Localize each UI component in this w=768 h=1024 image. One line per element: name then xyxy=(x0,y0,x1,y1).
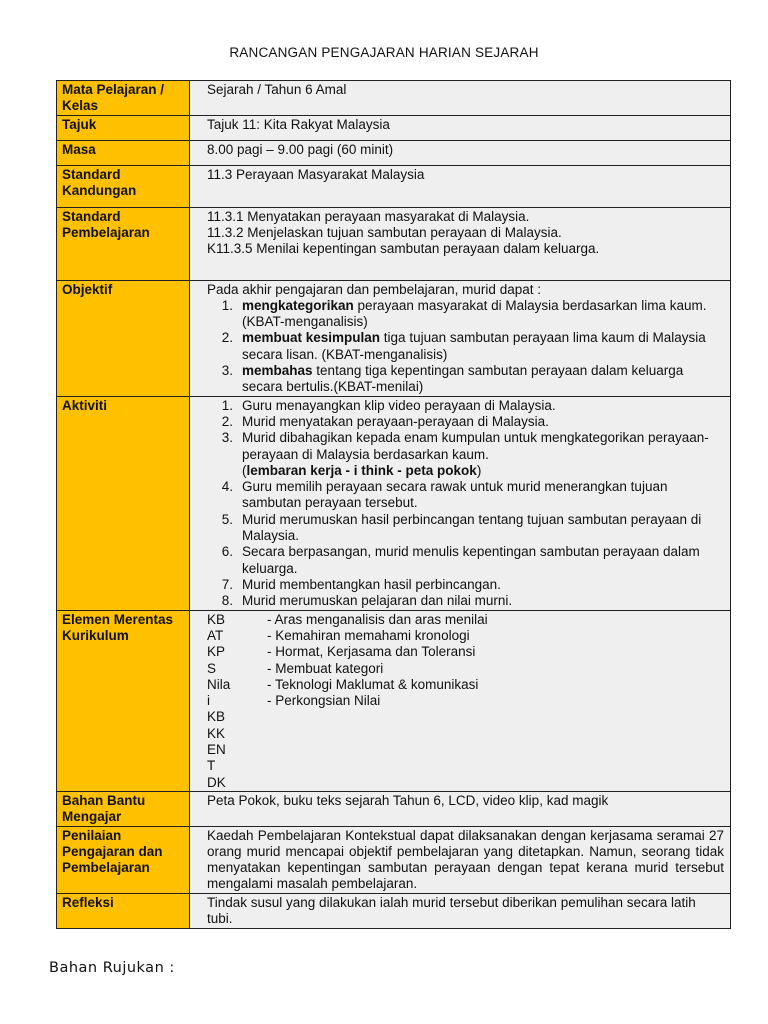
value-bahan-bantu-mengajar: Peta Pokok, buku teks sejarah Tahun 6, LCD, video klip, kad magik xyxy=(190,791,731,826)
aktiviti-item-number: 1. xyxy=(221,397,233,413)
aktiviti-item xyxy=(207,512,724,545)
aktiviti-item-number: 4. xyxy=(221,479,233,495)
objektif-item-keyword: mengkategorikan xyxy=(242,297,354,313)
objektif-list xyxy=(207,298,724,396)
label-masa: Masa xyxy=(57,140,190,165)
standard-pembelajaran-line: K11.3.5 Menilai kepentingan sambutan perayaan dalam keluarga. xyxy=(207,241,600,257)
objektif-item-rest: tiga tujuan sambutan perayaan lima kaum di Malaysia secara lisan. (KBAT-menganalisis) xyxy=(242,330,706,362)
label-aktiviti: Aktiviti xyxy=(57,396,190,610)
value-refleksi: Tindak susul yang dilakukan ialah murid tersebut diberikan pemulihan secara latih tubi. xyxy=(190,893,731,928)
lesson-plan-table xyxy=(56,80,731,929)
row-tajuk xyxy=(57,115,731,140)
aktiviti-item-text: Secara berpasangan, murid menulis kepentingan sambutan perayaan dalam keluarga. xyxy=(242,544,700,576)
worksheet-note xyxy=(242,463,481,478)
label-elemen-merentas-kurikulum: Elemen Merentas Kurikulum xyxy=(57,610,190,791)
label-tajuk: Tajuk xyxy=(57,115,190,140)
aktiviti-item-number: 8. xyxy=(221,593,233,609)
cross-curricular-code: KB xyxy=(207,709,226,725)
aktiviti-item xyxy=(207,593,724,609)
label-refleksi: Refleksi xyxy=(57,893,190,928)
cross-curricular-code: KK xyxy=(207,725,226,741)
document-title: RANCANGAN PENGAJARAN HARIAN SEJARAH xyxy=(229,45,539,60)
objektif-item xyxy=(207,330,724,363)
cross-curricular-description: - Kemahiran memahami kronologi xyxy=(267,627,470,643)
cross-curricular-code: Nila xyxy=(207,676,231,692)
worksheet-note-text: lembaran kerja - i think - peta pokok xyxy=(246,462,477,478)
row-mata-pelajaran xyxy=(57,81,731,116)
aktiviti-item-text: Murid menyatakan perayaan-perayaan di Malaysia. xyxy=(242,413,549,429)
aktiviti-item xyxy=(207,430,724,479)
cross-curricular-description: - Membuat kategori xyxy=(267,660,384,676)
aktiviti-item-text: Murid merumuskan hasil perbincangan tentang tujuan sambutan perayaan di Malaysia. xyxy=(242,511,702,544)
standard-pembelajaran-line: 11.3.2 Menjelaskan tujuan sambutan perayaan di Malaysia. xyxy=(207,224,562,240)
value-masa: 8.00 pagi – 9.00 pagi (60 minit) xyxy=(190,140,731,165)
objektif-item-number: 3. xyxy=(221,363,233,379)
aktiviti-item-number: 3. xyxy=(221,430,233,446)
objektif-item-keyword: membuat kesimpulan xyxy=(242,330,381,346)
cross-curricular-codes xyxy=(207,612,267,791)
cross-curricular-description: - Aras menganalisis dan aras menilai xyxy=(267,611,488,627)
standard-pembelajaran-line: 11.3.1 Menyatakan perayaan masyarakat di Malaysia. xyxy=(207,208,530,224)
row-bahan-bantu-mengajar xyxy=(57,791,731,826)
label-standard-kandungan: Standard Kandungan xyxy=(57,165,190,207)
worksheet-note-open: ( xyxy=(242,462,247,478)
cross-curricular-code: KP xyxy=(207,644,226,660)
aktiviti-list xyxy=(207,398,724,610)
aktiviti-item-number: 2. xyxy=(221,413,233,429)
aktiviti-item xyxy=(207,398,724,414)
cross-curricular-code: EN xyxy=(207,742,226,758)
objektif-intro: Pada akhir pengajaran dan pembelajaran, murid dapat : xyxy=(207,281,541,297)
row-objektif xyxy=(57,280,731,396)
row-penilaian xyxy=(57,826,731,893)
objektif-item-number: 1. xyxy=(221,297,233,313)
cross-curricular-description: - Teknologi Maklumat & komunikasi xyxy=(267,676,479,692)
objektif-item-keyword: membahas xyxy=(242,363,313,379)
worksheet-note-close: ) xyxy=(476,462,482,478)
aktiviti-item-number: 6. xyxy=(221,544,233,560)
value-objektif xyxy=(190,280,731,396)
cross-curricular-code: i xyxy=(207,693,210,709)
value-standard-kandungan: 11.3 Perayaan Masyarakat Malaysia xyxy=(190,165,731,207)
cross-curricular-code: AT xyxy=(207,627,224,643)
row-masa xyxy=(57,140,731,165)
aktiviti-item-text: Murid merumuskan pelajaran dan nilai murni. xyxy=(242,593,513,609)
aktiviti-item-text: Guru menayangkan klip video perayaan di Malaysia. xyxy=(242,397,556,413)
aktiviti-item-number: 5. xyxy=(221,511,233,527)
aktiviti-item-text: Guru memilih perayaan secara rawak untuk murid menerangkan tujuan sambutan perayaan tersebut. xyxy=(242,479,668,511)
cross-curricular-code: KB xyxy=(207,611,226,627)
aktiviti-item-number: 7. xyxy=(221,576,233,592)
label-mata-pelajaran: Mata Pelajaran / Kelas xyxy=(57,81,190,116)
bahan-rujukan-label: Bahan Rujukan : xyxy=(49,960,175,976)
cross-curricular-code: T xyxy=(207,758,216,774)
value-penilaian: Kaedah Pembelajaran Kontekstual dapat dilaksanakan dengan kerjasama seramai 27 orang murid mencapai objektif pembelajaran yang ditetapkan. Namun, seorang tidak menyatakan kepentingan sambutan perayaan dengan tepat kerana murid tersebut mengalami masalah pembelajaran. xyxy=(190,826,731,893)
row-standard-kandungan xyxy=(57,165,731,207)
objektif-item-text xyxy=(242,298,724,331)
label-bahan-bantu-mengajar: Bahan Bantu Mengajar xyxy=(57,791,190,826)
value-standard-pembelajaran xyxy=(190,207,731,280)
label-objektif: Objektif xyxy=(57,280,190,396)
row-aktiviti xyxy=(57,396,731,610)
cross-curricular-grid xyxy=(207,612,724,791)
row-refleksi xyxy=(57,893,731,928)
objektif-item-text xyxy=(242,363,724,396)
row-standard-pembelajaran xyxy=(57,207,731,280)
aktiviti-item-text: Murid membentangkan hasil perbincangan. xyxy=(242,576,501,592)
label-standard-pembelajaran: Standard Pembelajaran xyxy=(57,207,190,280)
objektif-item xyxy=(207,363,724,396)
aktiviti-item xyxy=(207,414,724,430)
value-mata-pelajaran: Sejarah / Tahun 6 Amal xyxy=(190,81,731,116)
aktiviti-item-body: Murid dibahagikan kepada enam kumpulan untuk mengkategorikan perayaan-perayaan di Malaysia berdasarkan kaum. xyxy=(242,430,709,462)
objektif-item-number: 2. xyxy=(221,330,233,346)
objektif-item-rest: tentang tiga kepentingan sambutan perayaan dalam keluarga secara bertulis.(KBAT-menilai) xyxy=(242,363,684,395)
row-elemen-merentas-kurikulum xyxy=(57,610,731,791)
cross-curricular-descriptions xyxy=(267,612,724,791)
label-penilaian: Penilaian Pengajaran dan Pembelajaran xyxy=(57,826,190,893)
cross-curricular-description: - Perkongsian Nilai xyxy=(267,693,381,709)
aktiviti-item xyxy=(207,577,724,593)
aktiviti-item xyxy=(207,544,724,577)
cross-curricular-code: S xyxy=(207,660,217,676)
cross-curricular-description: - Hormat, Kerjasama dan Toleransi xyxy=(267,644,476,660)
aktiviti-item xyxy=(207,479,724,512)
objektif-item-rest: perayaan masyarakat di Malaysia berdasarkan lima kaum. (KBAT-menganalisis) xyxy=(242,297,707,330)
value-aktiviti xyxy=(190,396,731,610)
value-elemen-merentas-kurikulum xyxy=(190,610,731,791)
value-tajuk: Tajuk 11: Kita Rakyat Malaysia xyxy=(190,115,731,140)
cross-curricular-code: DK xyxy=(207,774,226,790)
objektif-item-text xyxy=(242,330,724,363)
objektif-item xyxy=(207,298,724,331)
aktiviti-item-text xyxy=(242,430,724,479)
